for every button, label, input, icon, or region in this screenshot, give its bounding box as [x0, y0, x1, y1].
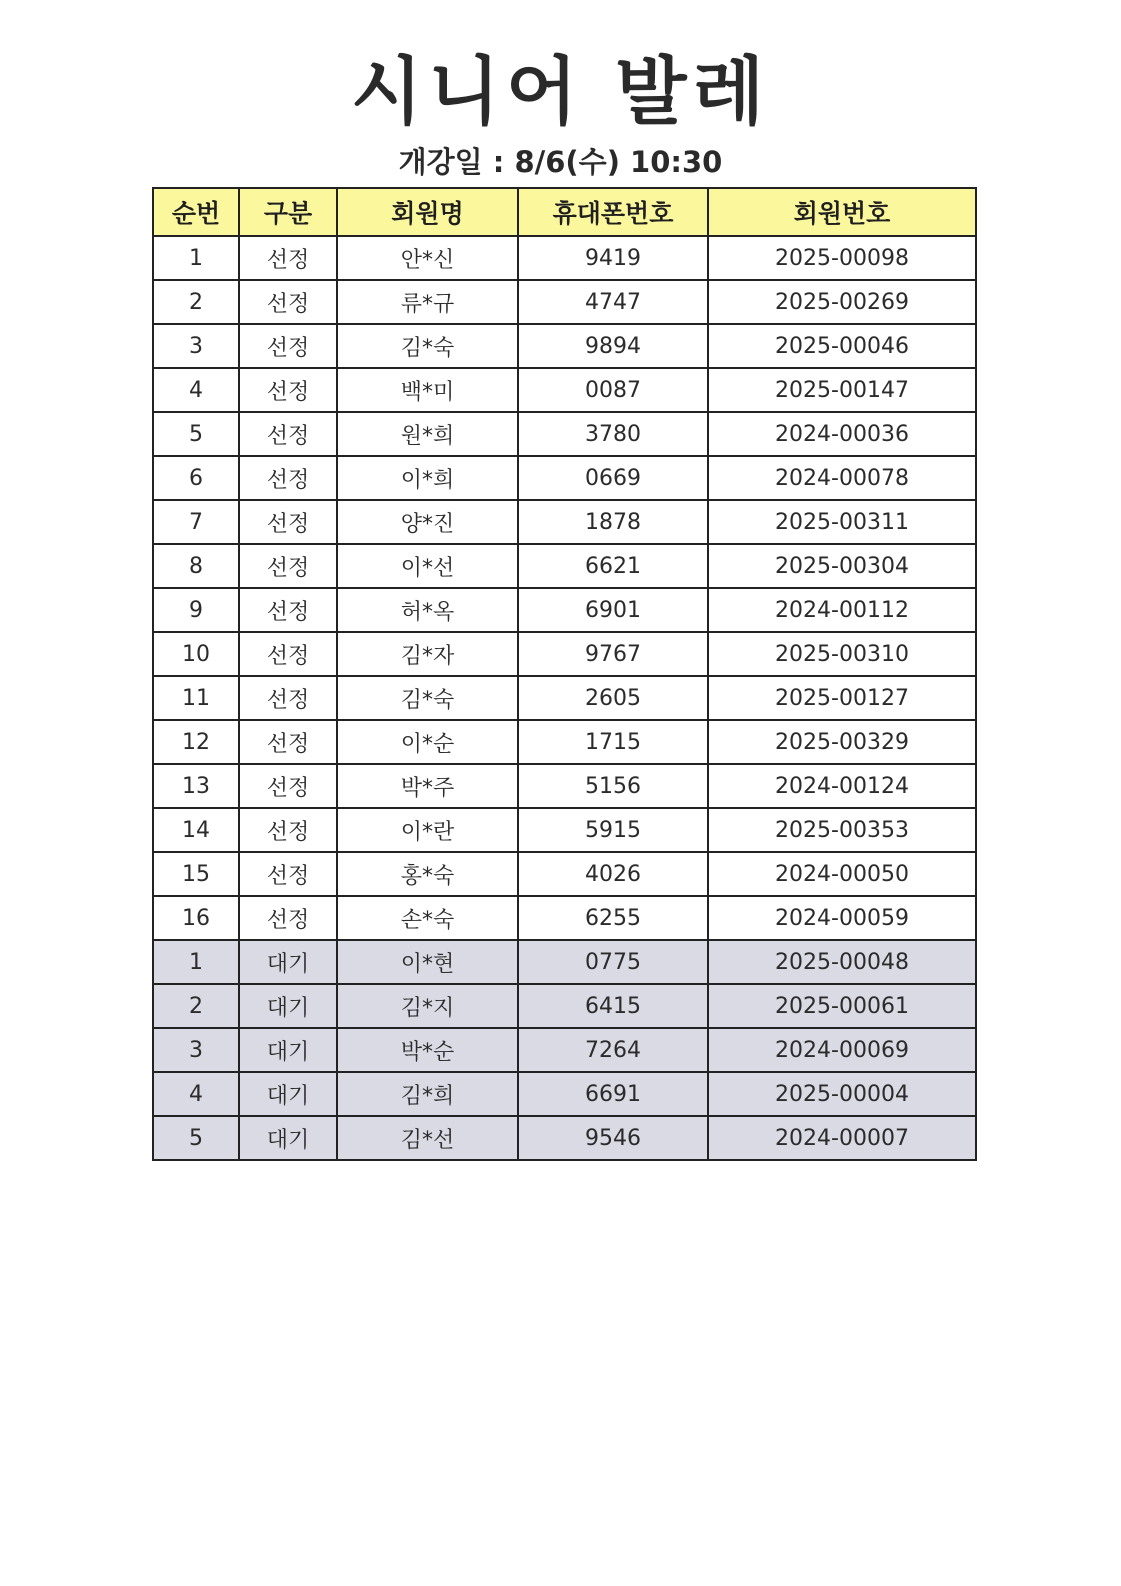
roster-body	[153, 236, 976, 1160]
cell-phone: 6621	[518, 544, 708, 588]
table-row	[153, 456, 976, 500]
cell-category: 선정	[239, 764, 337, 808]
cell-member-name: 백*미	[337, 368, 518, 412]
cell-member-id: 2025-00004	[708, 1072, 976, 1116]
cell-seq: 14	[153, 808, 239, 852]
cell-seq: 3	[153, 1028, 239, 1072]
cell-category: 대기	[239, 1028, 337, 1072]
table-row	[153, 940, 976, 984]
cell-seq: 16	[153, 896, 239, 940]
cell-category: 선정	[239, 632, 337, 676]
cell-phone: 5915	[518, 808, 708, 852]
cell-category: 선정	[239, 588, 337, 632]
cell-phone: 2605	[518, 676, 708, 720]
cell-member-name: 김*숙	[337, 676, 518, 720]
cell-phone: 3780	[518, 412, 708, 456]
cell-member-name: 이*현	[337, 940, 518, 984]
cell-category: 선정	[239, 368, 337, 412]
cell-member-id: 2025-00098	[708, 236, 976, 280]
table-row	[153, 588, 976, 632]
cell-phone: 6255	[518, 896, 708, 940]
cell-seq: 2	[153, 984, 239, 1028]
cell-category: 대기	[239, 940, 337, 984]
cell-member-name: 박*순	[337, 1028, 518, 1072]
cell-category: 선정	[239, 456, 337, 500]
table-row	[153, 500, 976, 544]
cell-seq: 13	[153, 764, 239, 808]
table-row	[153, 676, 976, 720]
cell-seq: 4	[153, 368, 239, 412]
cell-member-name: 이*순	[337, 720, 518, 764]
cell-category: 선정	[239, 236, 337, 280]
table-row	[153, 1028, 976, 1072]
cell-member-id: 2025-00329	[708, 720, 976, 764]
cell-seq: 6	[153, 456, 239, 500]
cell-member-name: 김*자	[337, 632, 518, 676]
cell-seq: 8	[153, 544, 239, 588]
table-row	[153, 368, 976, 412]
header-phone: 휴대폰번호	[518, 188, 708, 236]
cell-category: 선정	[239, 280, 337, 324]
table-row	[153, 808, 976, 852]
cell-phone: 0775	[518, 940, 708, 984]
cell-member-id: 2025-00304	[708, 544, 976, 588]
cell-member-id: 2025-00048	[708, 940, 976, 984]
cell-phone: 7264	[518, 1028, 708, 1072]
cell-phone: 5156	[518, 764, 708, 808]
table-row	[153, 324, 976, 368]
table-row	[153, 896, 976, 940]
cell-member-id: 2024-00124	[708, 764, 976, 808]
table-row	[153, 632, 976, 676]
table-row	[153, 1072, 976, 1116]
cell-member-name: 박*주	[337, 764, 518, 808]
cell-phone: 4747	[518, 280, 708, 324]
cell-category: 대기	[239, 984, 337, 1028]
cell-seq: 4	[153, 1072, 239, 1116]
cell-phone: 0669	[518, 456, 708, 500]
cell-category: 선정	[239, 324, 337, 368]
cell-phone: 9546	[518, 1116, 708, 1160]
cell-member-id: 2025-00127	[708, 676, 976, 720]
cell-member-name: 홍*숙	[337, 852, 518, 896]
cell-member-id: 2025-00353	[708, 808, 976, 852]
cell-seq: 15	[153, 852, 239, 896]
header-seq: 순번	[153, 188, 239, 236]
header-member-name: 회원명	[337, 188, 518, 236]
cell-category: 선정	[239, 500, 337, 544]
cell-member-name: 허*옥	[337, 588, 518, 632]
cell-category: 선정	[239, 412, 337, 456]
header-category: 구분	[239, 188, 337, 236]
cell-member-name: 김*숙	[337, 324, 518, 368]
cell-member-name: 김*희	[337, 1072, 518, 1116]
cell-member-id: 2024-00059	[708, 896, 976, 940]
cell-seq: 1	[153, 940, 239, 984]
cell-member-name: 김*지	[337, 984, 518, 1028]
cell-phone: 9419	[518, 236, 708, 280]
table-row	[153, 764, 976, 808]
cell-seq: 9	[153, 588, 239, 632]
cell-phone: 9767	[518, 632, 708, 676]
cell-phone: 0087	[518, 368, 708, 412]
table-row	[153, 852, 976, 896]
cell-category: 선정	[239, 676, 337, 720]
cell-member-name: 손*숙	[337, 896, 518, 940]
cell-category: 선정	[239, 544, 337, 588]
cell-phone: 6415	[518, 984, 708, 1028]
class-start-date: 개강일 : 8/6(수) 10:30	[398, 145, 723, 179]
cell-member-id: 2025-00046	[708, 324, 976, 368]
table-row	[153, 412, 976, 456]
cell-category: 대기	[239, 1116, 337, 1160]
table-row	[153, 720, 976, 764]
cell-phone: 9894	[518, 324, 708, 368]
table-row	[153, 544, 976, 588]
cell-member-name: 이*란	[337, 808, 518, 852]
member-roster-table	[152, 187, 977, 1161]
cell-category: 선정	[239, 720, 337, 764]
cell-phone: 6691	[518, 1072, 708, 1116]
cell-member-id: 2024-00078	[708, 456, 976, 500]
cell-phone: 4026	[518, 852, 708, 896]
cell-seq: 12	[153, 720, 239, 764]
cell-category: 선정	[239, 852, 337, 896]
cell-category: 선정	[239, 808, 337, 852]
cell-phone: 1878	[518, 500, 708, 544]
cell-seq: 2	[153, 280, 239, 324]
cell-seq: 5	[153, 1116, 239, 1160]
cell-category: 대기	[239, 1072, 337, 1116]
cell-seq: 10	[153, 632, 239, 676]
cell-member-name: 류*규	[337, 280, 518, 324]
table-row	[153, 236, 976, 280]
cell-member-id: 2025-00061	[708, 984, 976, 1028]
cell-member-name: 이*선	[337, 544, 518, 588]
page-title: 시니어 발레	[350, 49, 771, 135]
cell-member-name: 안*신	[337, 236, 518, 280]
table-row	[153, 280, 976, 324]
header-member-id: 회원번호	[708, 188, 976, 236]
cell-member-id: 2024-00069	[708, 1028, 976, 1072]
cell-seq: 5	[153, 412, 239, 456]
table-row	[153, 1116, 976, 1160]
header-row	[153, 188, 976, 236]
cell-seq: 3	[153, 324, 239, 368]
cell-member-name: 김*선	[337, 1116, 518, 1160]
cell-seq: 1	[153, 236, 239, 280]
cell-seq: 11	[153, 676, 239, 720]
cell-phone: 6901	[518, 588, 708, 632]
cell-category: 선정	[239, 896, 337, 940]
cell-member-id: 2024-00036	[708, 412, 976, 456]
cell-seq: 7	[153, 500, 239, 544]
table-row	[153, 984, 976, 1028]
cell-member-name: 양*진	[337, 500, 518, 544]
cell-phone: 1715	[518, 720, 708, 764]
cell-member-id: 2025-00311	[708, 500, 976, 544]
cell-member-name: 이*희	[337, 456, 518, 500]
cell-member-id: 2024-00007	[708, 1116, 976, 1160]
cell-member-id: 2024-00050	[708, 852, 976, 896]
cell-member-id: 2024-00112	[708, 588, 976, 632]
cell-member-id: 2025-00269	[708, 280, 976, 324]
cell-member-id: 2025-00310	[708, 632, 976, 676]
cell-member-id: 2025-00147	[708, 368, 976, 412]
cell-member-name: 원*희	[337, 412, 518, 456]
